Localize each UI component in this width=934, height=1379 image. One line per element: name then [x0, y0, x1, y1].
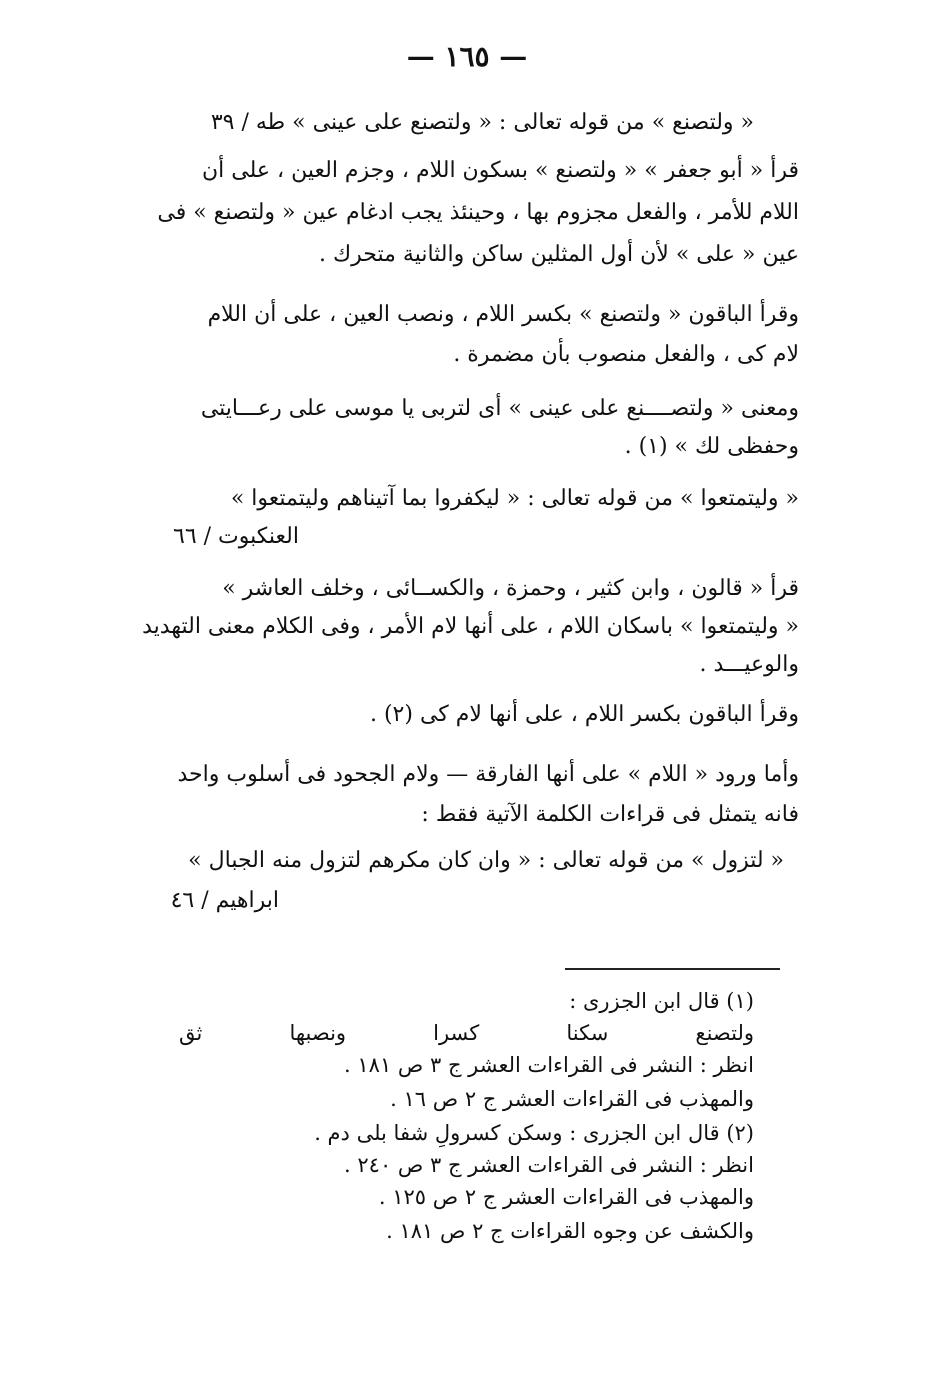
body-line-2: قرأ « أبو جعفر » « ولتصنع » بسكون اللام ، وجزم العين ، على أن: [202, 158, 799, 183]
poem-word: ولتصنع: [695, 1021, 754, 1045]
body-line-7: ومعنى « ولتصــــنع على عينى » أى لتربى يا موسى على رعـــايتى: [200, 396, 799, 421]
footnote-1-poem-verse: [179, 1018, 754, 1048]
body-line-8: وحفظى لك » (١) .: [624, 434, 799, 459]
reference-line-18: ابراهيم / ٤٦: [170, 888, 279, 913]
footnote-1-heading: (١) قال ابن الجزرى :: [569, 989, 754, 1013]
body-line-16: فانه يتمثل فى قراءات الكلمة الآتية فقط :: [421, 802, 799, 827]
heading-line-1: « ولتصنع » من قوله تعالى : « ولتصنع على عينى » طه / ٣٩: [210, 110, 754, 135]
body-line-12: « وليتمتعوا » باسكان اللام ، على أنها لام الأمر ، وفى الكلام معنى التهديد: [142, 614, 799, 639]
poem-word: ونصبها: [289, 1021, 347, 1045]
poem-word: ثق: [179, 1021, 203, 1045]
body-line-5: وقرأ الباقون « ولتصنع » بكسر اللام ، ونصب العين ، على أن اللام: [207, 302, 799, 327]
heading-line-9: « وليتمتعوا » من قوله تعالى : « ليكفروا بما آتيناهم وليتمتعوا »: [230, 486, 799, 511]
body-line-14: وقرأ الباقون بكسر اللام ، على أنها لام كى (٢) .: [369, 702, 799, 727]
footnote-2-reference-3: والكشف عن وجوه القراءات ج ٢ ص ١٨١ .: [386, 1219, 754, 1243]
footnote-2-reference-1: انظر : النشر فى القراءات العشر ج ٣ ص ٢٤٠ .: [344, 1153, 754, 1177]
heading-line-17: « لتزول » من قوله تعالى : « وان كان مكرهم لتزول منه الجبال »: [188, 848, 784, 873]
body-line-6: لام كى ، والفعل منصوب بأن مضمرة .: [453, 342, 799, 367]
footnote-separator: [565, 968, 780, 970]
reference-line-10: العنكبوت / ٦٦: [173, 524, 299, 549]
footnote-1-reference-1: انظر : النشر فى القراءات العشر ج ٣ ص ١٨١ .: [344, 1053, 754, 1077]
body-line-15: وأما ورود « اللام » على أنها الفارقة — ولام الجحود فى أسلوب واحد: [177, 762, 799, 787]
footnote-2-reference-2: والمهذب فى القراءات العشر ج ٢ ص ١٢٥ .: [378, 1185, 754, 1209]
poem-word: كسرا: [433, 1021, 480, 1045]
body-line-3: اللام للأمر ، والفعل مجزوم بها ، وحينئذ يجب ادغام عين « ولتصنع » فى: [157, 200, 799, 225]
body-line-11: قرأ « قالون ، وابن كثير ، وحمزة ، والكســائى ، وخلف العاشر »: [222, 576, 799, 601]
body-line-13: والوعيـــد .: [699, 652, 799, 677]
body-line-4: عين « على » لأن أول المثلين ساكن والثانية متحرك .: [319, 242, 799, 267]
footnote-2-heading: (٢) قال ابن الجزرى : وسكن كسرولِ شفا بلى دم .: [314, 1121, 754, 1145]
footnote-1-reference-2: والمهذب فى القراءات العشر ج ٢ ص ١٦ .: [390, 1087, 754, 1111]
page-number: — ١٦٥ —: [406, 40, 528, 73]
poem-word: سكنا: [566, 1021, 609, 1045]
